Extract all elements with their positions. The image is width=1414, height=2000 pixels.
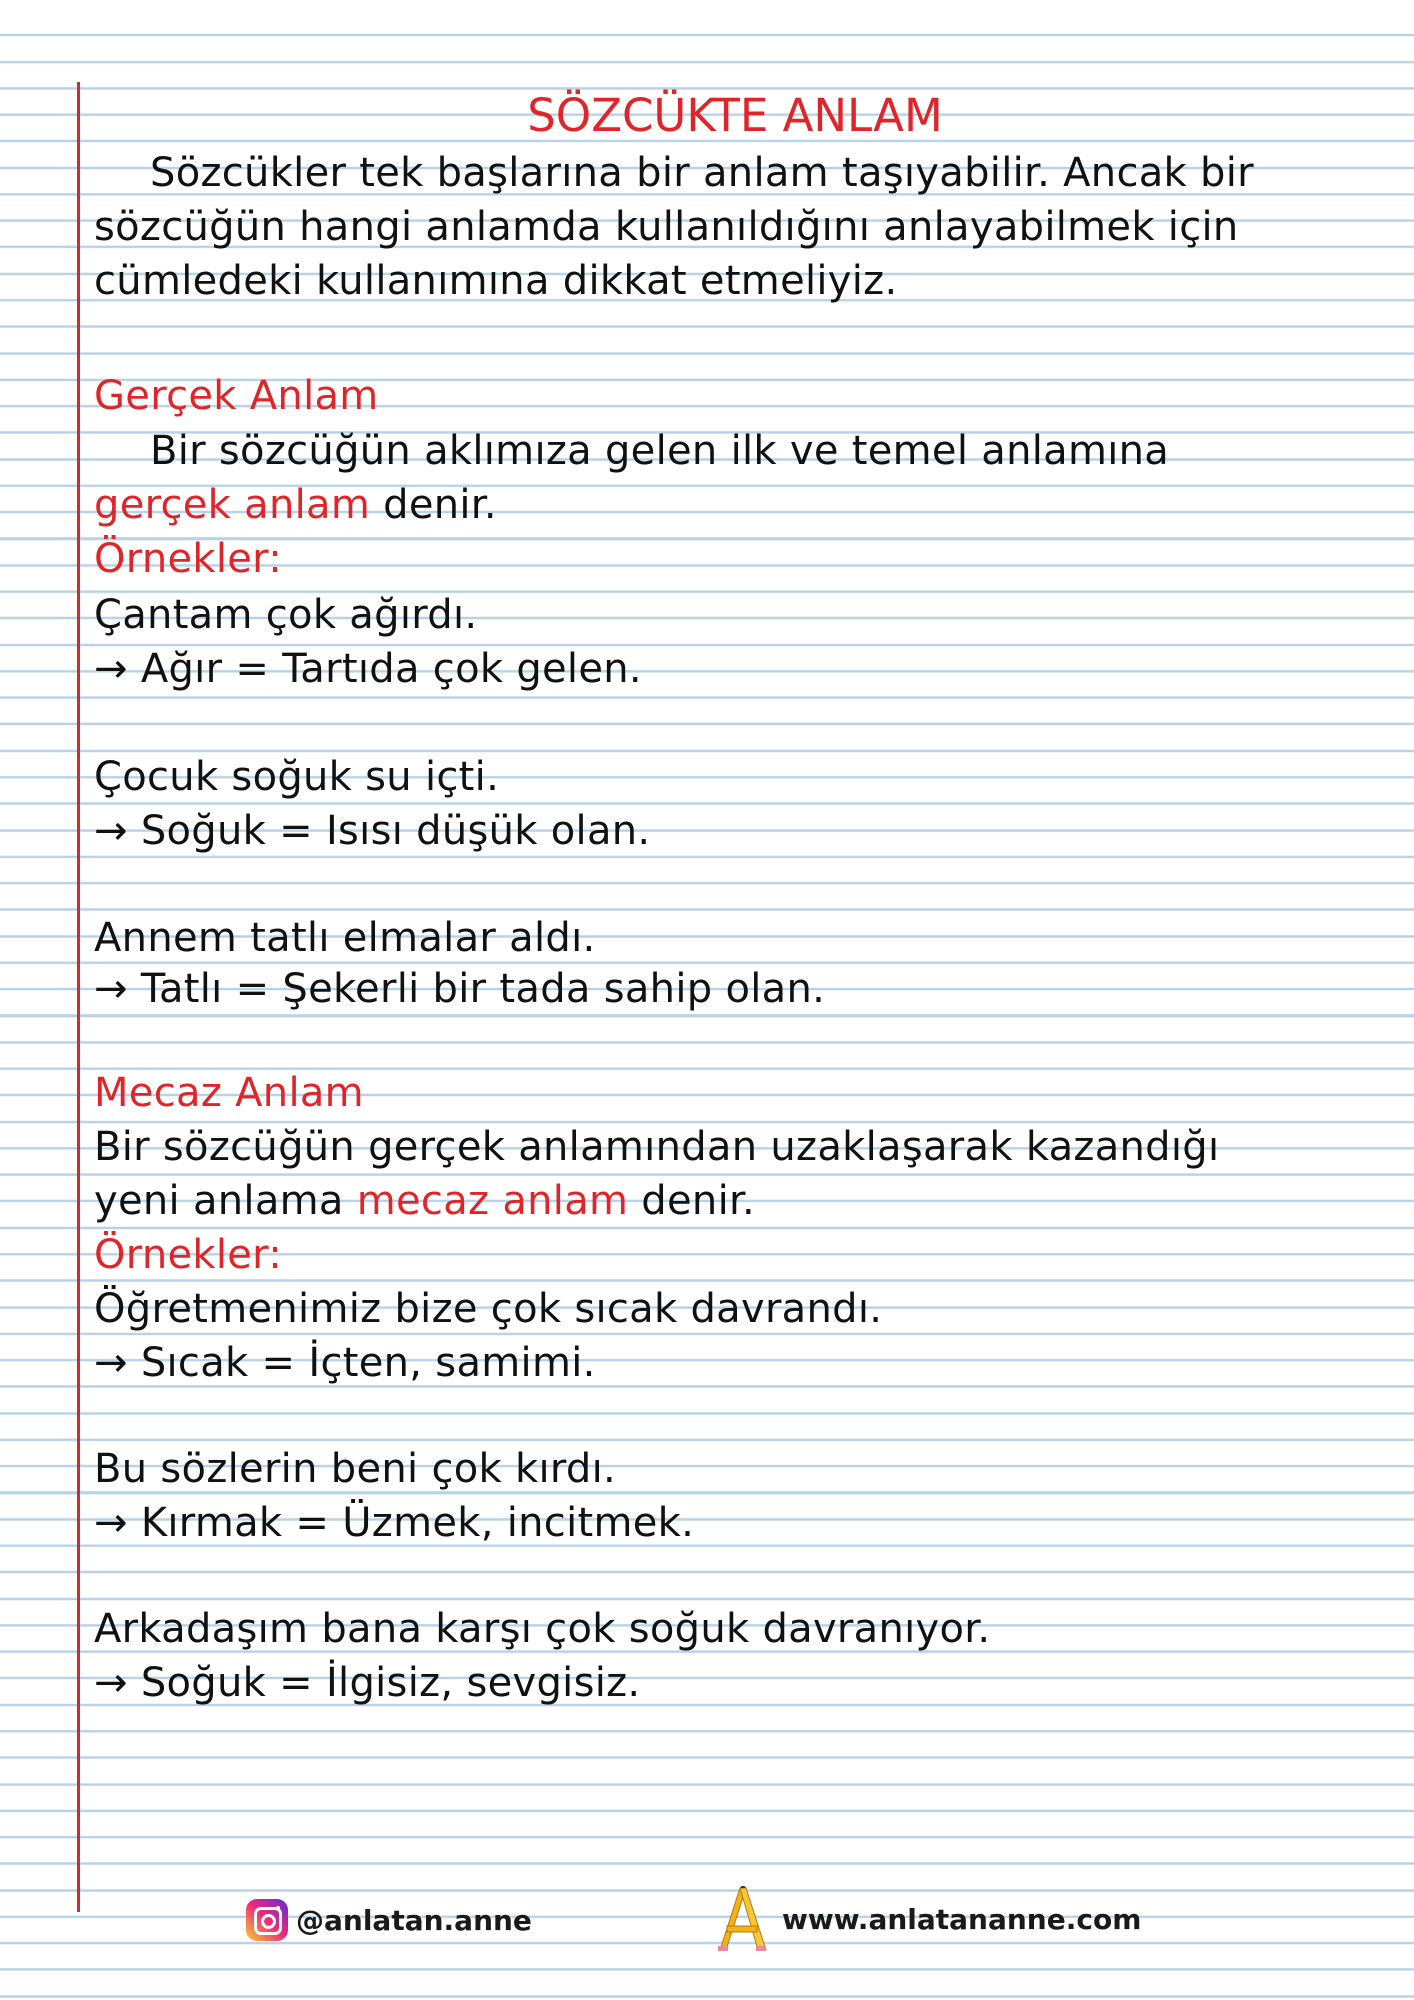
mecaz-definition-line-2 [94,1174,755,1228]
mecaz-definition-head: yeni anlama [94,1178,357,1224]
mecaz-example-2-meaning: → Kırmak = Üzmek, incitmek. [94,1500,695,1546]
website-url[interactable]: www.anlatananne.com [782,1902,1142,1936]
gercek-anlam-heading: Gerçek Anlam [94,373,379,419]
gercek-example-3-sentence: Annem tatlı elmalar aldı. [94,915,596,961]
mecaz-anlam-heading: Mecaz Anlam [94,1070,364,1116]
intro-line-2: sözcüğün hangi anlamda kullanıldığını anlayabilmek için [94,204,1239,250]
gercek-example-1-sentence: Çantam çok ağırdı. [94,592,478,638]
gercek-definition-line-1: Bir sözcüğün aklımıza gelen ilk ve temel anlamına [150,428,1170,474]
gercek-example-2-sentence: Çocuk soğuk su içti. [94,754,500,800]
gercek-example-3-meaning: → Tatlı = Şekerli bir tada sahip olan. [94,966,826,1012]
mecaz-example-2-sentence: Bu sözlerin beni çok kırdı. [94,1446,617,1492]
gercek-examples-label: Örnekler: [94,536,282,582]
mecaz-example-1-sentence: Öğretmenimiz bize çok sıcak davrandı. [94,1286,883,1332]
gercek-example-1-meaning: → Ağır = Tartıda çok gelen. [94,646,642,692]
mecaz-definition-tail: denir. [628,1178,756,1224]
intro-line-1: Sözcükler tek başlarına bir anlam taşıyabilir. Ancak bir [150,150,1254,196]
instagram-handle[interactable]: @anlatan.anne [296,1903,532,1937]
gercek-definition-tail: denir. [370,482,497,528]
mecaz-definition-line-1: Bir sözcüğün gerçek anlamından uzaklaşarak kazandığı [94,1124,1220,1170]
margin-line [77,82,80,1912]
mecaz-example-3-meaning: → Soğuk = İlgisiz, sevgisiz. [94,1660,641,1706]
gercek-definition-line-2 [94,478,497,532]
gercek-anlam-term: gerçek anlam [94,482,371,528]
mecaz-example-3-sentence: Arkadaşım bana karşı çok soğuk davranıyor. [94,1606,991,1652]
intro-line-3: cümledeki kullanımına dikkat etmeliyiz. [94,258,898,304]
website-credit[interactable] [712,1880,1141,1958]
pencil-a-logo-icon [712,1886,772,1952]
mecaz-examples-label: Örnekler: [94,1232,282,1278]
instagram-credit[interactable] [246,1890,532,1950]
page-title: SÖZCÜKTE ANLAM [527,89,943,142]
gercek-example-2-meaning: → Soğuk = Isısı düşük olan. [94,808,651,854]
mecaz-anlam-term: mecaz anlam [356,1178,629,1224]
instagram-icon [246,1899,288,1941]
mecaz-example-1-meaning: → Sıcak = İçten, samimi. [94,1340,596,1386]
